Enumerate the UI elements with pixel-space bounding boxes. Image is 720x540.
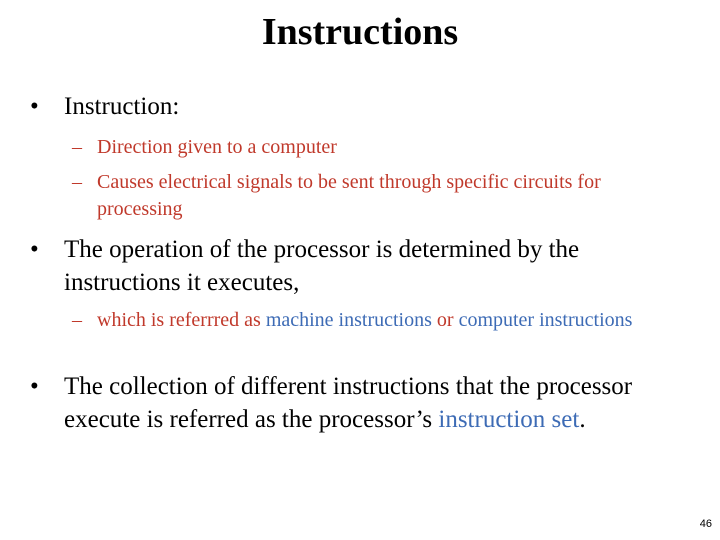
dash-marker: –: [72, 171, 82, 193]
slide-title: Instructions: [261, 11, 459, 53]
page-number: 46: [699, 518, 712, 530]
bullet-collection: [30, 370, 680, 436]
bullet-text: [64, 370, 680, 436]
dash-marker: –: [72, 309, 82, 331]
bullet-text-a: The collection of different instructions that the processor execute is referred as the processor’s: [64, 373, 633, 433]
sub-bullet-signals: [72, 169, 682, 223]
bullet-text-c: .: [579, 406, 586, 433]
bullet-text: Instruction:: [64, 93, 180, 120]
term-machine-instructions: machine instructions: [265, 309, 432, 331]
bullet-marker: •: [30, 93, 39, 120]
term-instruction-set: instruction set: [438, 406, 580, 433]
sub-bullet-text: [97, 307, 632, 334]
bullet-instruction: [30, 90, 680, 123]
sub-bullet-text: Causes electrical signals to be sent through specific circuits for processing: [97, 171, 601, 220]
bullet-operation: [30, 233, 680, 299]
sub-bullet-direction: [72, 134, 682, 161]
bullet-marker: •: [30, 236, 39, 263]
sub-bullet-text: Direction given to a computer: [97, 136, 337, 158]
sub-text-c: or: [431, 309, 459, 331]
bullet-text: The operation of the processor is determined by the instructions it executes,: [64, 236, 580, 296]
sub-text-a: which is referrred as: [97, 309, 266, 331]
dash-marker: –: [72, 136, 82, 158]
bullet-marker: •: [30, 373, 39, 400]
sub-bullet-machine-instructions: [72, 307, 682, 334]
term-computer-instructions: computer instructions: [458, 309, 633, 331]
